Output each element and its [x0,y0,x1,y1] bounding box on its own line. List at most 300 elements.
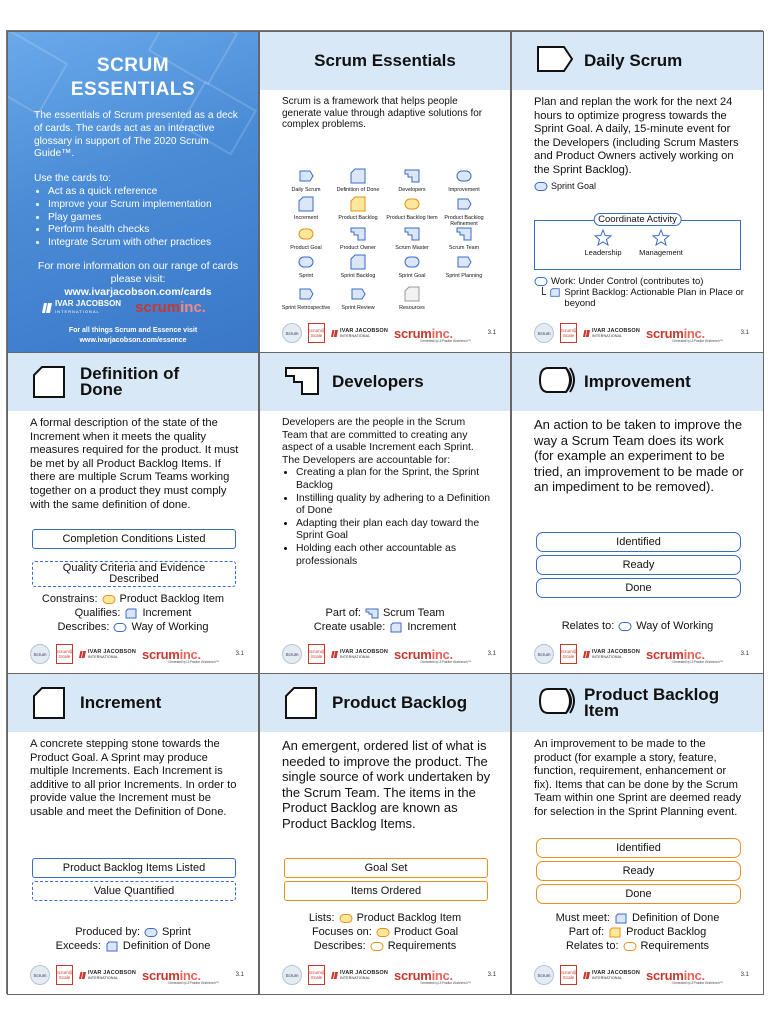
cover-more-info: For more information on our range of cards please visit: [37,259,239,285]
ij-logo-sub: INTERNATIONAL [88,655,119,659]
essentials-item[interactable] [278,196,334,221]
relation-row [8,940,258,952]
ij-logo-icon [42,302,52,314]
relation-row [512,940,763,952]
scrum-at-scale-logo: Scrum@ Scale [308,965,325,985]
accountability-list [296,467,492,568]
scruminc-logo [646,967,723,985]
scrum-at-scale-logo: Scrum@ Scale [560,644,577,664]
essentials-item-label: Resources [399,305,425,311]
developers-card[interactable] [259,352,511,674]
activity-icon [456,254,472,270]
relation-target[interactable]: Sprint [162,926,191,938]
competency-management [631,229,691,257]
scruminc-logo [394,646,471,664]
card-description [534,96,745,193]
activity-icon [536,44,574,74]
ij-logo-text: IVAR JACOBSON [340,328,389,334]
definition-of-done-card[interactable] [7,352,259,674]
workproduct-icon [549,287,561,298]
card-title-line2: Item [584,701,619,720]
relation-target[interactable]: Definition of Done [122,940,211,952]
cover-uses-list [48,186,242,250]
pattern-icon [350,226,366,242]
cover-bottom-link[interactable]: www.ivarjacobson.com/essence [79,337,187,344]
scrum-at-scale-logo: Scrum@ Scale [308,323,325,343]
essentials-item[interactable] [436,254,492,279]
essentials-item-label: Sprint Planning [445,273,483,279]
card-header [512,32,763,90]
relation-row [8,607,258,619]
cover-intro: The essentials of Scrum presented as a deck of cards. The cards act as an interactive glossary in support of The 2020 Scrum Guide™. [34,110,238,160]
coordinate-activity-box [534,214,741,270]
relation-target[interactable]: Product Backlog [626,926,707,938]
card-description: An action to be taken to improve the way a Scrum Team does its work (for example an experiment to be tried, an improvement to be made or an impediment to be removed). [534,417,744,494]
scruminc-logo-scrum: scrum [394,967,432,983]
alpha-icon [534,276,548,287]
scrum-at-scale-logo: Scrum@ Scale [308,644,325,664]
essentials-item-label: Sprint Goal [398,273,426,279]
activity-icon [456,196,472,212]
generated-note: Generated by IJI Practice Workbench™ [168,980,219,985]
relation-row [512,926,763,938]
alpha-icon [536,365,578,395]
scruminc-logo [394,967,471,985]
work-line [534,276,747,287]
cover-use-item: • Integrate Scrum with other practices [48,237,242,250]
ij-logo-sub: INTERNATIONAL [592,976,623,980]
relation-label: Relates to: [565,940,619,952]
card-header [260,32,510,90]
relation-target[interactable]: Scrum Team [382,607,445,619]
scruminc-logo-inc: inc. [179,967,201,983]
alpha-icon [623,941,637,952]
alpha-icon [376,927,390,938]
essentials-item[interactable] [330,286,386,311]
alpha-icon [456,168,472,184]
scruminc-logo-scrum: scrum [646,967,684,983]
relation-label: Part of: [325,607,361,619]
alpha-y-icon [298,226,314,242]
essentials-item[interactable] [436,168,492,193]
generated-note: Generated by IJI Practice Workbench™ [672,338,723,343]
ij-logo-sub: INTERNATIONAL [340,976,371,980]
essence-logo: Scrum [282,965,302,985]
ij-logo [79,649,136,659]
increment-card[interactable] [7,673,259,995]
scrum-at-scale-logo: Scrum@ Scale [56,965,73,985]
alpha-state: Identified [536,532,741,552]
essentials-item[interactable] [330,226,386,251]
workproduct-icon [32,686,66,720]
essentials-item-label: Scrum Master [395,245,429,251]
alpha-ref-label: Sprint Goal [551,180,597,191]
pattern-icon [404,168,420,184]
card-version: 3.1 [740,330,749,336]
card-version: 3.1 [235,972,244,978]
essentials-item-label: Definition of Done [336,187,380,193]
competency-label: Management [639,248,683,257]
essence-logo: Scrum [30,644,50,664]
card-description: Scrum is a framework that helps people generate value through adaptive solutions for complex problems. [282,96,483,130]
card-title-line1: Product Backlog [584,685,720,704]
card-title-line1: Definition of [80,364,180,383]
relation-row [8,926,258,938]
scruminc-logo-scrum: scrum [394,646,432,662]
ij-logo-text: IVAR JACOBSON [340,970,389,976]
cover-title-line1: SCRUM [96,55,170,76]
resource-icon [404,286,420,302]
essentials-item[interactable] [330,254,386,279]
ij-logo [583,970,640,980]
ij-logo-text: IVAR JACOBSON [88,649,137,655]
alpha-state: Ready [536,861,741,881]
generated-note: Generated by IJI Practice Workbench™ [672,980,723,985]
ij-logo-icon [331,971,338,980]
essentials-item[interactable] [278,226,334,251]
relation-row [260,912,510,924]
tree-connector [542,287,546,295]
star-icon [652,229,670,246]
essence-logo: Scrum [534,965,554,985]
ij-logo-sub: INTERNATIONAL [340,334,371,338]
essentials-item-label: Product Backlog [338,215,378,221]
card-description-text: Plan and replan the work for the next 24 hours to optimize progress towards the Sprint Goal. A daily, 15-minute event for the Developers (including Scrum Masters and Product Owners actively working on the Sprint Backlog). [534,96,739,176]
cover-title-line2: ESSENTIALS [70,79,196,100]
cover-use-heading: Use the cards to: [34,173,112,185]
cover-use-item: • Play games [48,212,242,225]
card-title: Increment [80,693,162,712]
scruminc-logo-scrum: scrum [142,967,180,983]
generated-note: Generated by IJI Practice Workbench™ [672,659,723,664]
scrum-at-scale-logo: Scrum@ Scale [560,323,577,343]
cover-use-item: • Perform health checks [48,224,242,237]
accountability-item: • Holding each other accountable as professionals [296,543,492,568]
relation-target[interactable]: Increment [142,607,192,619]
relation-target[interactable]: Product Backlog Item [119,593,225,605]
accountability-item: • Instilling quality by adhering to a Definition of Done [296,493,492,518]
relation-row [260,926,510,938]
relation-target[interactable]: Way of Working [636,620,714,632]
scruminc-logo-scrum: scrum [135,299,181,316]
alpha-icon [339,913,353,924]
card-footer [30,964,244,986]
ij-logo [331,328,388,338]
card-header [512,674,763,732]
cover-link[interactable]: www.ivarjacobson.com/cards [64,285,212,298]
relation-label: Must meet: [555,912,610,924]
cover-text [34,110,242,298]
cover-title [8,54,258,102]
accountability-item: • Creating a plan for the Sprint, the Sprint Backlog [296,467,492,492]
card-version: 3.1 [487,651,496,657]
product-backlog-item-card[interactable] [511,673,764,995]
card-footer [30,643,244,665]
card-title: Product Backlog [332,693,468,712]
generated-note: Generated by IJI Practice Workbench™ [420,338,471,343]
card-header [260,674,510,732]
ij-logo-icon [583,650,590,659]
essence-logo: Scrum [282,323,302,343]
card-title: Daily Scrum [584,51,683,70]
alpha-y-icon [404,196,420,212]
ij-logo [583,328,640,338]
essentials-item[interactable] [330,168,386,193]
card-version: 3.1 [487,972,496,978]
scruminc-logo-inc: inc. [431,646,453,662]
relation-target[interactable]: Requirements [387,940,457,952]
relation-target[interactable]: Increment [407,621,457,633]
accountability-item: • Adapting their plan each day toward the Sprint Goal [296,518,492,543]
ij-logo-text: IVAR JACOBSON [340,649,389,655]
essentials-item[interactable] [278,254,334,279]
card-footer [534,643,749,665]
scruminc-logo-scrum: scrum [646,646,684,662]
level-of-detail: Goal Set [284,858,488,878]
ij-logo-text: IVAR JACOBSON [88,970,137,976]
card-title [584,674,719,732]
ij-logo-text: IVAR JACOBSON [592,649,641,655]
essentials-item-label: Product Backlog Refinement [444,215,484,227]
essence-logo: Scrum [534,644,554,664]
essentials-item-label: Product Backlog Item [386,215,438,221]
level-of-detail: Completion Conditions Listed [32,529,236,549]
ij-logo [331,970,388,980]
alpha-icon [298,254,314,270]
ij-logo-icon [583,971,590,980]
level-of-detail: Product Backlog Items Listed [32,858,236,878]
card-description: An emergent, ordered list of what is needed to improve the product. The single source of work undertaken by the Scrum Team. The items in the Product Backlog are known as Product Backlog Items. [282,738,491,831]
relation-target[interactable]: Way of Working [131,621,209,633]
cover-bottom-line1: For all things Scrum and Essence visit [68,327,198,334]
pattern-icon [284,365,320,397]
activity-icon [350,286,366,302]
essentials-item[interactable] [384,168,440,193]
essentials-item[interactable] [330,196,386,221]
alpha-icon [102,594,116,605]
workproduct-icon [614,913,628,924]
alpha-icon [144,927,158,938]
generated-note: Generated by IJI Practice Workbench™ [168,659,219,664]
generated-note: Generated by IJI Practice Workbench™ [420,980,471,985]
scruminc-logo-inc: inc. [683,325,705,341]
card-header [8,674,258,732]
card-description [282,417,492,568]
alpha-icon [113,622,127,633]
essentials-item[interactable] [278,168,334,193]
product-backlog-card[interactable] [259,673,511,995]
relation-label: Describes: [313,940,366,952]
work-relations [534,276,747,309]
relation-label: Constrains: [41,593,98,605]
card-description: An improvement to be made to the product (for example a story, feature, function, requirement, enhancement or fix). Items that can be done by the Scrum Team within one Sprint are deemed ready for selection in the Sprint Planning event. [534,738,742,818]
competency-leadership [573,229,633,257]
cover-card [7,31,259,353]
card-description-text: Developers are the people in the Scrum Team that are committed to creating any aspect of a usable Increment each Sprint. The Developers are accountable for: [282,417,474,466]
essentials-item-label: Sprint Retrospective [281,305,331,311]
workproduct-icon [389,622,403,633]
scruminc-logo-inc: inc. [431,967,453,983]
ij-logo [42,300,121,316]
improvement-card[interactable] [511,352,764,674]
ij-logo-text: IVAR JACOBSON [592,970,641,976]
card-title-line2: Done [80,380,123,399]
work-line-text: Work: Under Control (contributes to) [551,276,704,287]
ij-logo-sub: INTERNATIONAL [340,655,371,659]
essentials-item-label: Product Goal [290,245,322,251]
workproduct-icon [32,365,66,399]
scruminc-logo [142,967,219,985]
essence-logo: Scrum [282,644,302,664]
scrum-essentials-card[interactable] [259,31,511,353]
workproduct-icon [608,927,622,938]
card-footer [282,322,496,344]
essentials-item-label: Improvement [448,187,480,193]
ij-logo-sub: INTERNATIONAL [55,308,100,314]
workproduct-icon [298,196,314,212]
generated-note: Generated by IJI Practice Workbench™ [420,659,471,664]
essentials-item-label: Sprint Backlog [340,273,376,279]
workproduct-icon [350,168,366,184]
card-footer [534,322,749,344]
essentials-item-label: Sprint [298,273,314,279]
scruminc-logo-scrum: scrum [142,646,180,662]
ij-logo-icon [331,650,338,659]
relation-target[interactable]: Product Goal [393,926,459,938]
level-of-detail: Value Quantified [32,881,236,901]
card-header [512,353,763,411]
essence-logo: Scrum [534,323,554,343]
pattern-icon [404,226,420,242]
alpha-icon [370,941,384,952]
essentials-item-label: Developers [398,187,426,193]
relation-row [8,621,258,633]
card-footer [282,964,496,986]
relation-target[interactable]: Requirements [640,940,710,952]
scruminc-logo-inc: inc. [180,299,206,316]
workproduct-icon [124,608,138,619]
card-version: 3.1 [740,972,749,978]
card-version: 3.1 [487,330,496,336]
relation-row [512,620,763,632]
relation-target[interactable]: Product Backlog Item [356,912,462,924]
backlog-line [542,287,747,309]
ij-logo [331,649,388,659]
card-version: 3.1 [740,651,749,657]
essentials-item[interactable] [436,196,492,227]
relation-row [512,912,763,924]
essence-logo: Scrum [30,965,50,985]
alpha-icon [536,686,578,716]
card-footer [282,643,496,665]
scruminc-logo [394,325,471,343]
ij-logo-icon [79,971,86,980]
essentials-item[interactable] [384,226,440,251]
cover-use-item: • Improve your Scrum implementation [48,199,242,212]
ij-logo [79,970,136,980]
scruminc-logo [135,299,206,316]
card-description: A formal description of the state of the Increment when it meets the quality measures required for the product. It must be met by all Product Backlog Items. If there are multiple Scrum Teams working together on a product they must comply with the same definition of done. [30,417,239,511]
card-version: 3.1 [235,651,244,657]
coordinate-activity-label: Coordinate Activity [593,213,682,226]
ij-logo [583,649,640,659]
relation-label: Describes: [57,621,110,633]
level-of-detail: Items Ordered [284,881,488,901]
relation-label: Part of: [568,926,605,938]
scruminc-logo-inc: inc. [683,646,705,662]
essentials-item-label: Sprint Review [341,305,375,311]
relation-label: Focuses on: [311,926,372,938]
scruminc-logo-scrum: scrum [394,325,432,341]
scruminc-logo [646,325,723,343]
scruminc-logo-scrum: scrum [646,325,684,341]
essentials-item-label: Product Owner [340,245,376,251]
relation-target[interactable]: Definition of Done [631,912,720,924]
cover-use-item: • Act as a quick reference [48,186,242,199]
cover-bottom [8,326,258,346]
essentials-item-label: Daily Scrum [291,187,321,193]
essentials-item[interactable] [384,196,440,221]
card-title: Improvement [584,372,691,391]
ij-logo-sub: INTERNATIONAL [88,976,119,980]
alpha-icon [618,621,632,632]
card-description: A concrete stepping stone towards the Product Goal. A Sprint may produce multiple Increments. Each Increment is additive to all prior Increments. In order to provide value the Increment must be usable and meet the Definition of Done. [30,738,237,818]
relation-label: Create usable: [313,621,386,633]
ij-logo-icon [583,329,590,338]
card-sheet [6,30,763,994]
essentials-item[interactable] [384,254,440,279]
alpha-state: Done [536,578,741,598]
ij-logo-sub: INTERNATIONAL [592,334,623,338]
scruminc-logo-inc: inc. [683,967,705,983]
alpha-icon [534,181,548,192]
card-title: Scrum Essentials [314,51,456,70]
workproduct-icon [284,686,318,720]
cover-logos [42,299,238,316]
scruminc-logo [646,646,723,664]
essentials-item[interactable] [278,286,334,311]
star-icon [594,229,612,246]
relation-label: Lists: [308,912,335,924]
relation-row [8,593,258,605]
pattern-icon [365,608,379,619]
workproduct-icon [350,254,366,270]
card-header [8,353,258,411]
scruminc-logo [142,646,219,664]
workproduct-y-icon [350,196,366,212]
alpha-state: Ready [536,555,741,575]
alpha-ref [534,180,745,194]
relation-label: Exceeds: [55,940,101,952]
essentials-item[interactable] [436,226,492,251]
activity-icon [298,168,314,184]
alpha-icon [404,254,420,270]
workproduct-icon [105,941,119,952]
activity-icon [298,286,314,302]
ij-logo-text: IVAR JACOBSON [55,298,122,308]
essentials-item-label: Scrum Team [448,245,480,251]
relation-row [260,621,510,633]
level-of-detail: Quality Criteria and Evidence Described [32,561,236,587]
scrum-at-scale-logo: Scrum@ Scale [560,965,577,985]
alpha-state: Identified [536,838,741,858]
card-title: Developers [332,372,424,391]
competency-label: Leadership [584,248,622,257]
alpha-state: Done [536,884,741,904]
daily-scrum-card[interactable] [511,31,764,353]
ij-logo-sub: INTERNATIONAL [592,655,623,659]
essentials-item[interactable] [384,286,440,311]
